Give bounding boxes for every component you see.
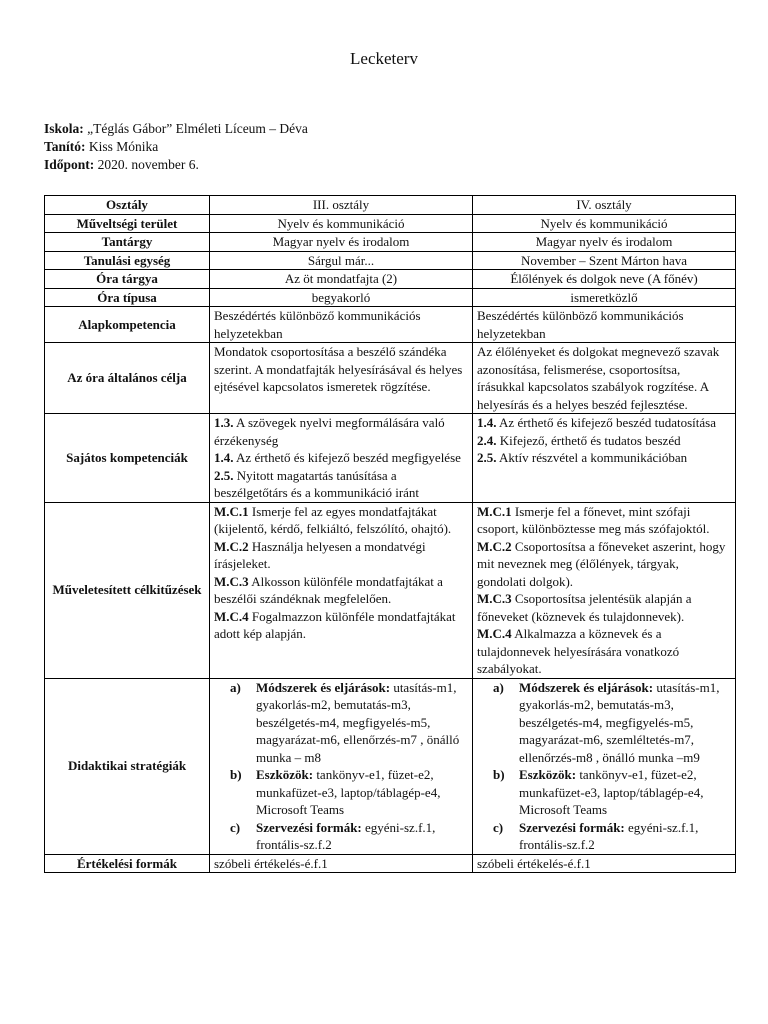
- strategy-marker: a): [493, 679, 504, 695]
- strategy-text: egyéni-sz.f.1, frontális-sz.f.2: [519, 819, 699, 852]
- competency-text: Kifejező, érthető és tudatos beszéd: [496, 432, 681, 448]
- row-label: Értékelési formák: [45, 854, 210, 873]
- competencies-row: [45, 414, 736, 503]
- row-label: Sajátos kompetenciák: [45, 414, 210, 503]
- row-col3: Magyar nyelv és irodalom: [473, 233, 736, 252]
- evaluation-row: [45, 854, 736, 873]
- evaluation-col3: szóbeli értékelés-é.f.1: [473, 854, 736, 873]
- competency-item: [477, 414, 731, 432]
- strategy-head: Módszerek és eljárások:: [519, 679, 654, 695]
- row-col2: Sárgul már...: [210, 251, 473, 270]
- row-col3: Élőlények és dolgok neve (A főnév): [473, 270, 736, 289]
- row-col3: November – Szent Márton hava: [473, 251, 736, 270]
- objective-item: [214, 538, 468, 573]
- objective-code: M.C.4: [477, 626, 512, 641]
- competency-item: [477, 432, 731, 450]
- strategy-item: [230, 679, 468, 767]
- strategy-item: [230, 819, 468, 854]
- strategy-item: [230, 766, 468, 819]
- objective-text: Ismerje fel az egyes mondatfajtákat (kijelentő, kérdő, felkiáltó, felszólító, ohajtó).: [214, 503, 452, 536]
- school-line: [44, 120, 308, 138]
- competency-item: [214, 467, 468, 502]
- table-row: [45, 233, 736, 252]
- objective-code: M.C.2: [477, 538, 512, 554]
- objectives-col3: [473, 502, 736, 678]
- objective-text: Alkalmazza a köznevek és a tulajdonnevek helyesírására vonatkozó szabályokat.: [477, 626, 680, 676]
- competency-text: A szövegek nyelvi megformálására való érzékenység: [214, 415, 445, 448]
- objective-code: M.C.3: [214, 573, 249, 589]
- row-label: Műveletesített célkitűzések: [45, 502, 210, 678]
- row-label: Az óra általános célja: [45, 343, 210, 414]
- teacher-label: Tanító:: [44, 139, 86, 154]
- objective-code: M.C.2: [214, 538, 249, 554]
- table-row: [45, 343, 736, 414]
- strategy-head: Szervezési formák:: [519, 819, 625, 835]
- objective-item: [214, 608, 468, 643]
- objective-text: Csoportosítsa jelentésük alapján a főneveket (köznevek és tulajdonnevek).: [477, 591, 692, 624]
- competency-text: Nyitott magatartás tanúsítása a beszélgetőtárs és a kommunikáció iránt: [214, 467, 420, 500]
- competency-code: 1.3.: [214, 415, 234, 430]
- strategy-head: Eszközök:: [256, 767, 314, 782]
- strategy-text: utasítás-m1, gyakorlás-m2, bemutatás-m3, beszélgetés-m4, megfigyelés-m5, magyarázat-m6, szemléltetés-m7, ellenőrzés-m8 , önálló munka –m9: [519, 679, 720, 765]
- row-col2: Nyelv és kommunikáció: [210, 214, 473, 233]
- table-row: [45, 288, 736, 307]
- objective-text: Alkosson különféle mondatfajtákat a beszélői szándéknak megfelelően.: [214, 573, 443, 606]
- competency-text: Az érthető és kifejező beszéd tudatosítása: [496, 415, 716, 430]
- competency-code: 1.4.: [214, 450, 234, 465]
- strategy-list: [214, 679, 468, 854]
- strategy-head: Szervezési formák:: [256, 819, 362, 835]
- row-col2: Mondatok csoportosítása a beszélő szándéka szerint. A mondatfajták helyesírásával és helyes ejtésével kapcsolatos ismeretek rögzítése.: [210, 343, 473, 414]
- competency-code: 2.4.: [477, 432, 497, 448]
- strategy-text: utasítás-m1, gyakorlás-m2, bemutatás-m3, beszélgetés-m4, megfigyelés-m5, magyarázat-m6, ellenőrzés-m7 , önálló munka – m8: [256, 679, 460, 765]
- objective-text: Fogalmazzon különféle mondatfajtákat adott kép alapján.: [214, 608, 456, 641]
- row-label: Tantárgy: [45, 233, 210, 252]
- row-label: Műveltségi terület: [45, 214, 210, 233]
- strategy-list: [477, 679, 731, 854]
- strategy-text: tankönyv-e1, füzet-e2, munkafüzet-e3, laptop/táblagép-e4, Microsoft Teams: [519, 767, 704, 817]
- evaluation-col2: szóbeli értékelés-é.f.1: [210, 854, 473, 873]
- row-label: Alapkompetencia: [45, 307, 210, 343]
- row-col2: Az öt mondatfajta (2): [210, 270, 473, 289]
- strategies-row: [45, 678, 736, 854]
- strategy-head: Módszerek és eljárások:: [256, 679, 391, 695]
- table-row: [45, 307, 736, 343]
- objectives-col2: [210, 502, 473, 678]
- header-col2: III. osztály: [210, 196, 473, 215]
- strategy-item: [493, 679, 731, 767]
- row-col3: Az élőlényeket és dolgokat megnevező szavak azonosítása, felismerése, csoportosítsa, írásukkal kapcsolatos szabályok rogzítése. A helyesírás és a helyes beszéd fejlesztése.: [473, 343, 736, 414]
- strategy-marker: c): [493, 819, 504, 835]
- row-label: Óra típusa: [45, 288, 210, 307]
- row-col2: begyakorló: [210, 288, 473, 307]
- objective-code: M.C.1: [214, 503, 249, 519]
- competency-code: 2.5.: [214, 467, 234, 483]
- objective-item: [477, 625, 731, 678]
- row-label: Tanulási egység: [45, 251, 210, 270]
- table-header-row: [45, 196, 736, 215]
- strategies-col2: [210, 678, 473, 854]
- objective-code: M.C.1: [477, 503, 512, 519]
- lesson-plan-table: [44, 195, 736, 873]
- objective-code: M.C.3: [477, 591, 512, 606]
- date-line: [44, 156, 308, 174]
- strategy-text: egyéni-sz.f.1, frontális-sz.f.2: [256, 819, 436, 852]
- objective-item: [477, 503, 731, 538]
- row-label: Óra tárgya: [45, 270, 210, 289]
- date-label: Időpont:: [44, 157, 95, 172]
- row-col3: Beszédértés különböző kommunikációs helyzetekban: [473, 307, 736, 343]
- row-label: Didaktikai stratégiák: [45, 678, 210, 854]
- strategy-text: tankönyv-e1, füzet-e2, munkafüzet-e3, laptop/táblagép-e4, Microsoft Teams: [256, 767, 441, 817]
- table-row: [45, 214, 736, 233]
- strategy-item: [493, 819, 731, 854]
- teacher-value: Kiss Mónika: [88, 139, 159, 154]
- school-label: Iskola:: [44, 121, 84, 136]
- teacher-line: [44, 138, 308, 156]
- objective-item: [477, 538, 731, 591]
- row-col3: ismeretközlő: [473, 288, 736, 307]
- objective-text: Ismerje fel a főnevet, mint szófaji csoport, különböztesse meg más szófajoktól.: [477, 503, 710, 536]
- objectives-row: [45, 502, 736, 678]
- competency-code: 1.4.: [477, 415, 497, 430]
- header-info: [44, 120, 308, 174]
- strategy-head: Eszközök:: [519, 767, 577, 782]
- competency-item: [214, 414, 468, 449]
- header-col3: IV. osztály: [473, 196, 736, 215]
- strategy-marker: a): [230, 679, 241, 695]
- table-row: [45, 270, 736, 289]
- competencies-col2: [210, 414, 473, 503]
- competency-text: Az érthető és kifejező beszéd megfigyelése: [233, 450, 461, 465]
- table-row: [45, 251, 736, 270]
- school-value: „Téglás Gábor” Elméleti Líceum – Déva: [87, 121, 308, 136]
- objective-text: Használja helyesen a mondatvégi írásjeleket.: [214, 538, 426, 571]
- competencies-col3: [473, 414, 736, 503]
- header-label: Osztály: [45, 196, 210, 215]
- competency-item: [214, 449, 468, 467]
- row-col2: Beszédértés különböző kommunikációs helyzetekban: [210, 307, 473, 343]
- competency-code: 2.5.: [477, 450, 497, 465]
- objective-item: [214, 503, 468, 538]
- strategy-marker: b): [230, 767, 242, 782]
- objective-item: [477, 590, 731, 625]
- strategy-item: [493, 766, 731, 819]
- row-col2: Magyar nyelv és irodalom: [210, 233, 473, 252]
- strategies-col3: [473, 678, 736, 854]
- competency-text: Aktív részvétel a kommunikációban: [496, 450, 688, 465]
- strategy-marker: b): [493, 767, 505, 782]
- objective-code: M.C.4: [214, 608, 249, 624]
- objective-text: Csoportosítsa a főneveket aszerint, hogy mit neveznek meg (élőlények, tárgyak, gondolati dolgok).: [477, 538, 726, 589]
- row-col3: Nyelv és kommunikáció: [473, 214, 736, 233]
- objective-item: [214, 573, 468, 608]
- date-value: 2020. november 6.: [97, 157, 199, 172]
- competency-item: [477, 449, 731, 467]
- strategy-marker: c): [230, 819, 241, 835]
- page-title: Lecketerv: [350, 49, 418, 68]
